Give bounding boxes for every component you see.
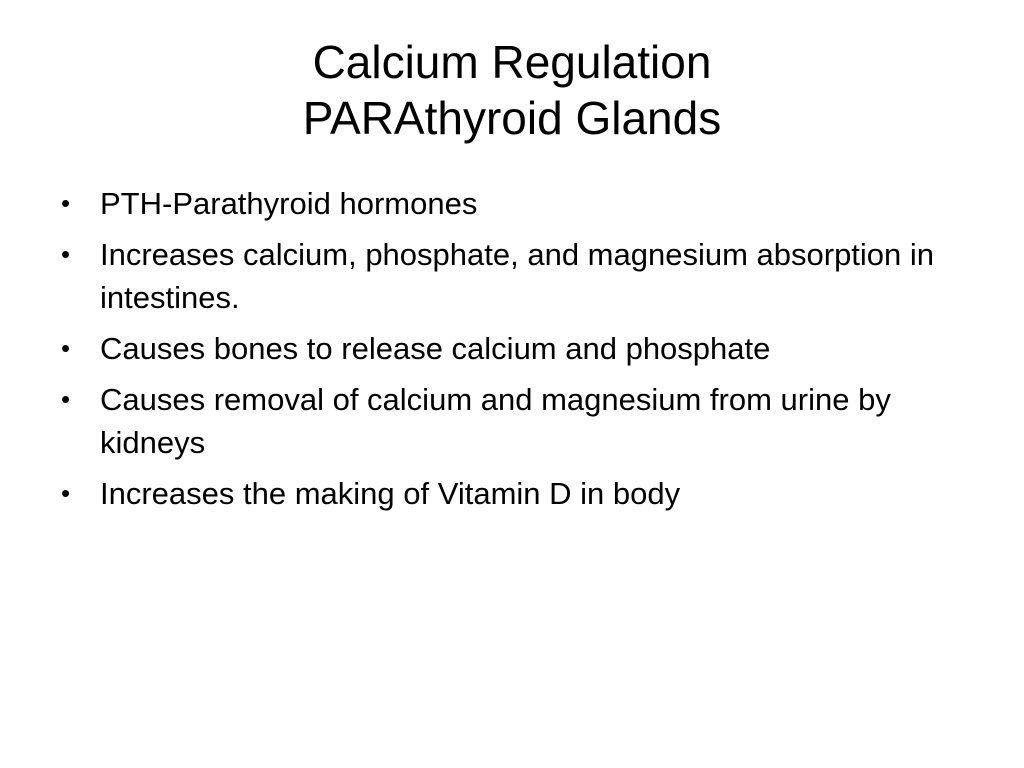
bullet-item (58, 378, 938, 464)
slide-title-line-2: PARAthyroid Glands (302, 92, 722, 144)
bullet-text: Increases calcium, phosphate, and magnesium absorption in intestines. (100, 237, 935, 315)
bullet-item (58, 327, 938, 370)
bullet-text: Causes removal of calcium and magnesium from urine by kidneys (100, 382, 891, 460)
bullet-list (58, 182, 938, 523)
bullet-item (58, 182, 938, 225)
bullet-dot-icon: • (61, 478, 71, 508)
bullet-dot-icon: • (61, 239, 71, 269)
slide-title (0, 34, 1024, 146)
bullet-dot-icon: • (61, 333, 71, 363)
bullet-dot-icon: • (61, 384, 71, 414)
bullet-text: Increases the making of Vitamin D in body (100, 476, 681, 511)
bullet-item (58, 472, 938, 515)
bullet-text: Causes bones to release calcium and phosphate (100, 331, 771, 366)
bullet-dot-icon: • (61, 188, 71, 218)
bullet-item (58, 233, 938, 319)
bullet-text: PTH-Parathyroid hormones (100, 186, 478, 221)
slide-title-line-1: Calcium Regulation (312, 36, 712, 88)
